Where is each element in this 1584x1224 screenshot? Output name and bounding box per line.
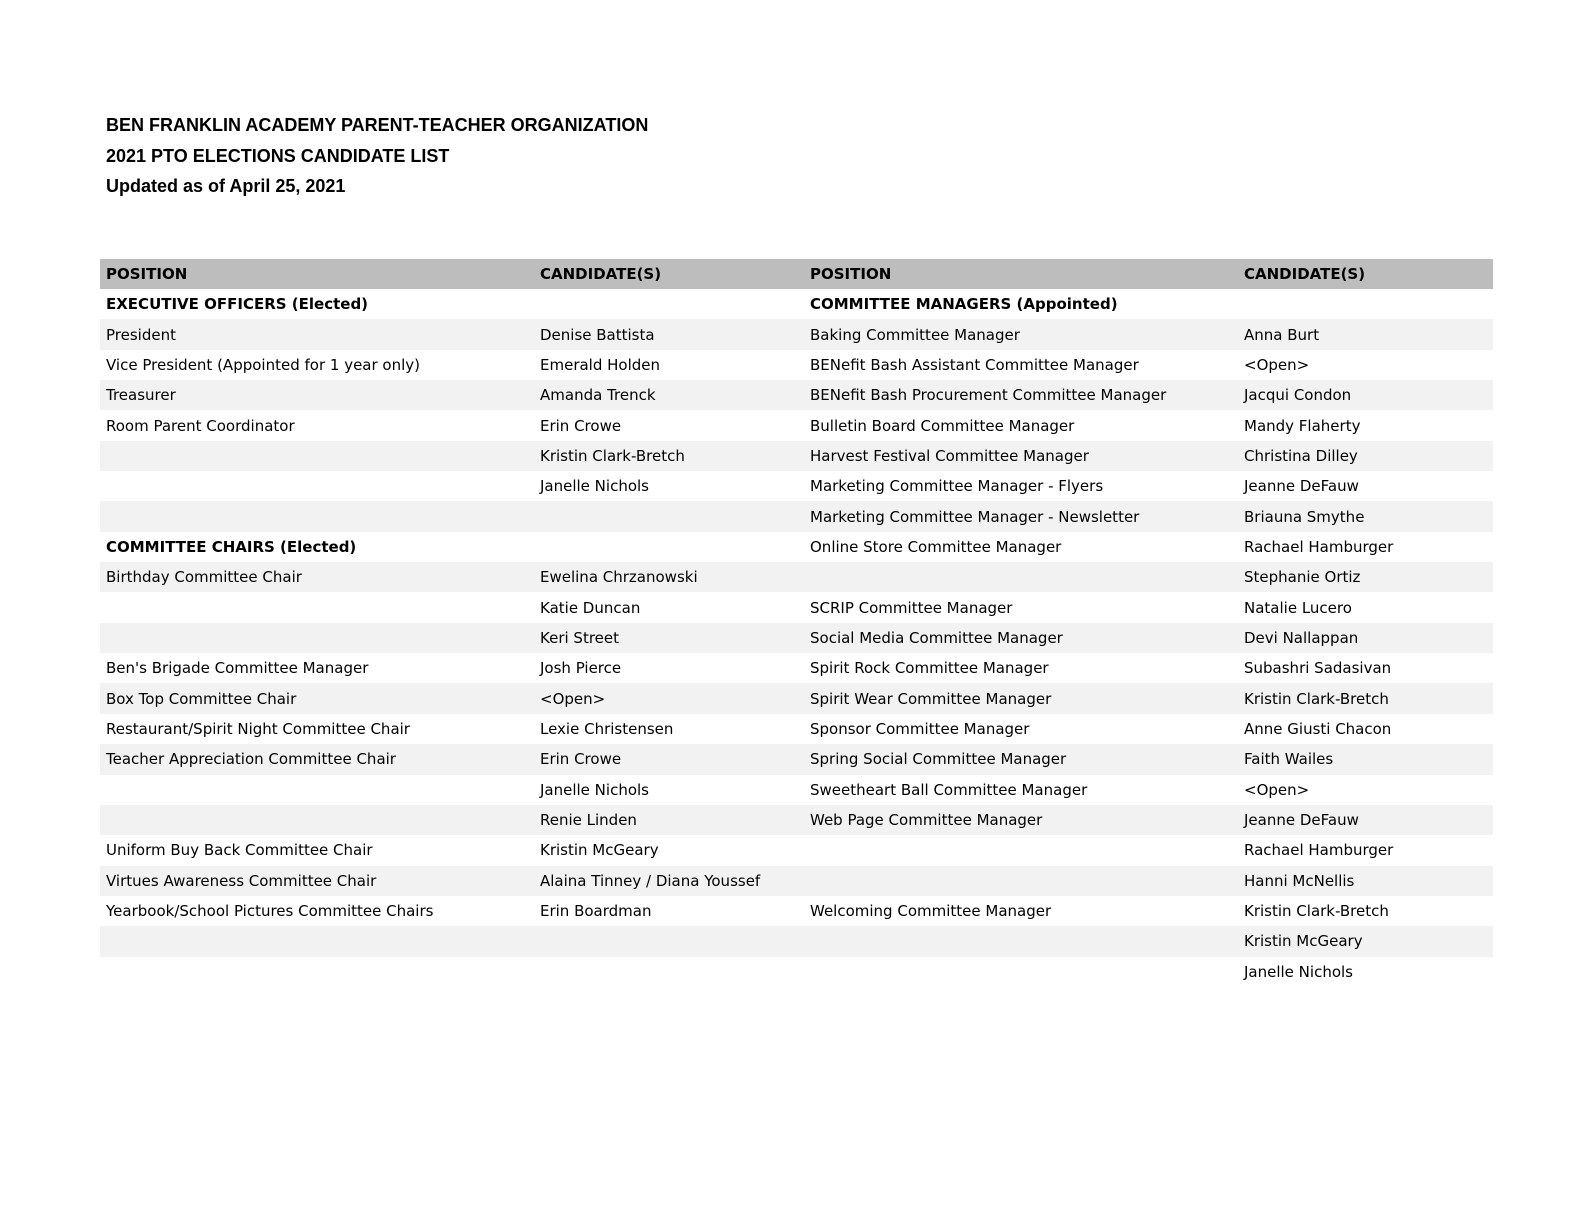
cell-candidate-left: Erin Boardman bbox=[540, 902, 652, 921]
cell-candidate-right: Faith Wailes bbox=[1244, 750, 1334, 769]
candidate-table bbox=[100, 259, 1493, 987]
cell-candidate-right: Anna Burt bbox=[1244, 325, 1320, 344]
cell-candidate-left: Denise Battista bbox=[540, 325, 655, 344]
header-position-left: POSITION bbox=[106, 265, 188, 283]
table-row bbox=[100, 501, 1493, 531]
cell-position-right: Spirit Wear Committee Manager bbox=[810, 689, 1052, 708]
cell-position-left: Box Top Committee Chair bbox=[106, 689, 297, 708]
cell-position-left: President bbox=[106, 325, 176, 344]
table-row bbox=[100, 805, 1493, 835]
table-row bbox=[100, 683, 1493, 713]
cell-position-right: Baking Committee Manager bbox=[810, 325, 1020, 344]
cell-position-left: Treasurer bbox=[106, 386, 176, 405]
cell-position-right: Online Store Committee Manager bbox=[810, 537, 1062, 556]
cell-position-right: Sweetheart Ball Committee Manager bbox=[810, 780, 1088, 799]
cell-candidate-right: <Open> bbox=[1244, 780, 1310, 799]
document-title: BEN FRANKLIN ACADEMY PARENT-TEACHER ORGANIZATION bbox=[106, 115, 649, 135]
cell-candidate-left: <Open> bbox=[540, 689, 606, 708]
header-position-right: POSITION bbox=[810, 265, 892, 283]
cell-candidate-right: Rachael Hamburger bbox=[1244, 841, 1394, 860]
cell-candidate-left: Alaina Tinney / Diana Youssef bbox=[540, 871, 761, 890]
document-heading bbox=[106, 110, 648, 202]
cell-candidate-right: Kristin Clark-Bretch bbox=[1244, 902, 1389, 921]
cell-candidate-right: Stephanie Ortiz bbox=[1244, 568, 1361, 587]
cell-candidate-right: Briauna Smythe bbox=[1244, 507, 1365, 526]
cell-position-left: Room Parent Coordinator bbox=[106, 416, 295, 435]
table-row bbox=[100, 380, 1493, 410]
table-row bbox=[100, 775, 1493, 805]
table-row bbox=[100, 926, 1493, 956]
header-candidates-right: CANDIDATE(S) bbox=[1244, 265, 1366, 283]
cell-candidate-left: Amanda Trenck bbox=[540, 386, 656, 405]
cell-candidate-right: Rachael Hamburger bbox=[1244, 537, 1394, 556]
cell-candidate-left: Lexie Christensen bbox=[540, 719, 674, 738]
cell-candidate-right: Jacqui Condon bbox=[1244, 386, 1352, 405]
cell-position-right: Marketing Committee Manager - Flyers bbox=[810, 477, 1104, 496]
cell-candidate-left: Katie Duncan bbox=[540, 598, 641, 617]
table-row bbox=[100, 653, 1493, 683]
cell-position-left: Virtues Awareness Committee Chair bbox=[106, 871, 377, 890]
cell-position-left: EXECUTIVE OFFICERS (Elected) bbox=[106, 295, 369, 314]
cell-candidate-left: Janelle Nichols bbox=[540, 477, 649, 496]
cell-position-left: Uniform Buy Back Committee Chair bbox=[106, 841, 373, 860]
cell-position-right: Web Page Committee Manager bbox=[810, 811, 1043, 830]
cell-position-right: Sponsor Committee Manager bbox=[810, 719, 1030, 738]
cell-candidate-right: Subashri Sadasivan bbox=[1244, 659, 1392, 678]
cell-candidate-left: Erin Crowe bbox=[540, 416, 622, 435]
cell-candidate-right: Hanni McNellis bbox=[1244, 871, 1355, 890]
cell-position-right: BENefit Bash Procurement Committee Manager bbox=[810, 386, 1167, 405]
cell-candidate-right: <Open> bbox=[1244, 355, 1310, 374]
cell-position-right: Marketing Committee Manager - Newsletter bbox=[810, 507, 1140, 526]
cell-candidate-right: Jeanne DeFauw bbox=[1244, 811, 1359, 830]
table-header-row bbox=[100, 259, 1493, 289]
table-row bbox=[100, 592, 1493, 622]
cell-candidate-left: Ewelina Chrzanowski bbox=[540, 568, 698, 587]
table-row bbox=[100, 289, 1493, 319]
cell-candidate-left: Josh Pierce bbox=[540, 659, 622, 678]
cell-candidate-left: Renie Linden bbox=[540, 811, 637, 830]
cell-candidate-right: Kristin McGeary bbox=[1244, 932, 1363, 951]
cell-candidate-left: Emerald Holden bbox=[540, 355, 661, 374]
cell-candidate-right: Devi Nallappan bbox=[1244, 628, 1359, 647]
table-row bbox=[100, 714, 1493, 744]
cell-candidate-right: Jeanne DeFauw bbox=[1244, 477, 1359, 496]
cell-position-left: Teacher Appreciation Committee Chair bbox=[106, 750, 396, 769]
cell-candidate-right: Christina Dilley bbox=[1244, 446, 1358, 465]
table-row bbox=[100, 319, 1493, 349]
cell-candidate-left: Janelle Nichols bbox=[540, 780, 649, 799]
cell-candidate-left: Keri Street bbox=[540, 628, 619, 647]
document-updated-date: Updated as of April 25, 2021 bbox=[106, 176, 346, 196]
cell-position-left: Birthday Committee Chair bbox=[106, 568, 302, 587]
cell-position-left: Ben's Brigade Committee Manager bbox=[106, 659, 369, 678]
cell-position-right: Spring Social Committee Manager bbox=[810, 750, 1067, 769]
cell-position-right: SCRIP Committee Manager bbox=[810, 598, 1013, 617]
cell-candidate-left: Erin Crowe bbox=[540, 750, 622, 769]
cell-candidate-right: Janelle Nichols bbox=[1244, 962, 1353, 981]
table-row bbox=[100, 532, 1493, 562]
cell-candidate-left: Kristin McGeary bbox=[540, 841, 659, 860]
table-row bbox=[100, 410, 1493, 440]
table-row bbox=[100, 471, 1493, 501]
table-row bbox=[100, 623, 1493, 653]
cell-position-right: Social Media Committee Manager bbox=[810, 628, 1063, 647]
cell-candidate-right: Mandy Flaherty bbox=[1244, 416, 1361, 435]
header-candidates-left: CANDIDATE(S) bbox=[540, 265, 662, 283]
cell-candidate-right: Anne Giusti Chacon bbox=[1244, 719, 1392, 738]
cell-position-right: Harvest Festival Committee Manager bbox=[810, 446, 1089, 465]
table-row bbox=[100, 896, 1493, 926]
cell-candidate-right: Natalie Lucero bbox=[1244, 598, 1352, 617]
cell-candidate-left: Kristin Clark-Bretch bbox=[540, 446, 685, 465]
cell-position-right: Spirit Rock Committee Manager bbox=[810, 659, 1049, 678]
cell-position-right: Bulletin Board Committee Manager bbox=[810, 416, 1075, 435]
cell-position-right: Welcoming Committee Manager bbox=[810, 902, 1052, 921]
cell-position-right: COMMITTEE MANAGERS (Appointed) bbox=[810, 295, 1118, 314]
table-row bbox=[100, 441, 1493, 471]
document-subtitle: 2021 PTO ELECTIONS CANDIDATE LIST bbox=[106, 145, 450, 166]
cell-position-left: Vice President (Appointed for 1 year only) bbox=[106, 355, 421, 374]
table-row bbox=[100, 350, 1493, 380]
cell-position-left: Restaurant/Spirit Night Committee Chair bbox=[106, 719, 410, 738]
cell-position-left: Yearbook/School Pictures Committee Chairs bbox=[106, 902, 434, 921]
table-row bbox=[100, 957, 1493, 987]
cell-candidate-right: Kristin Clark-Bretch bbox=[1244, 689, 1389, 708]
table-row bbox=[100, 866, 1493, 896]
table-row bbox=[100, 744, 1493, 774]
table-row bbox=[100, 562, 1493, 592]
table-row bbox=[100, 835, 1493, 865]
cell-position-right: BENefit Bash Assistant Committee Manager bbox=[810, 355, 1139, 374]
cell-position-left: COMMITTEE CHAIRS (Elected) bbox=[106, 537, 357, 556]
